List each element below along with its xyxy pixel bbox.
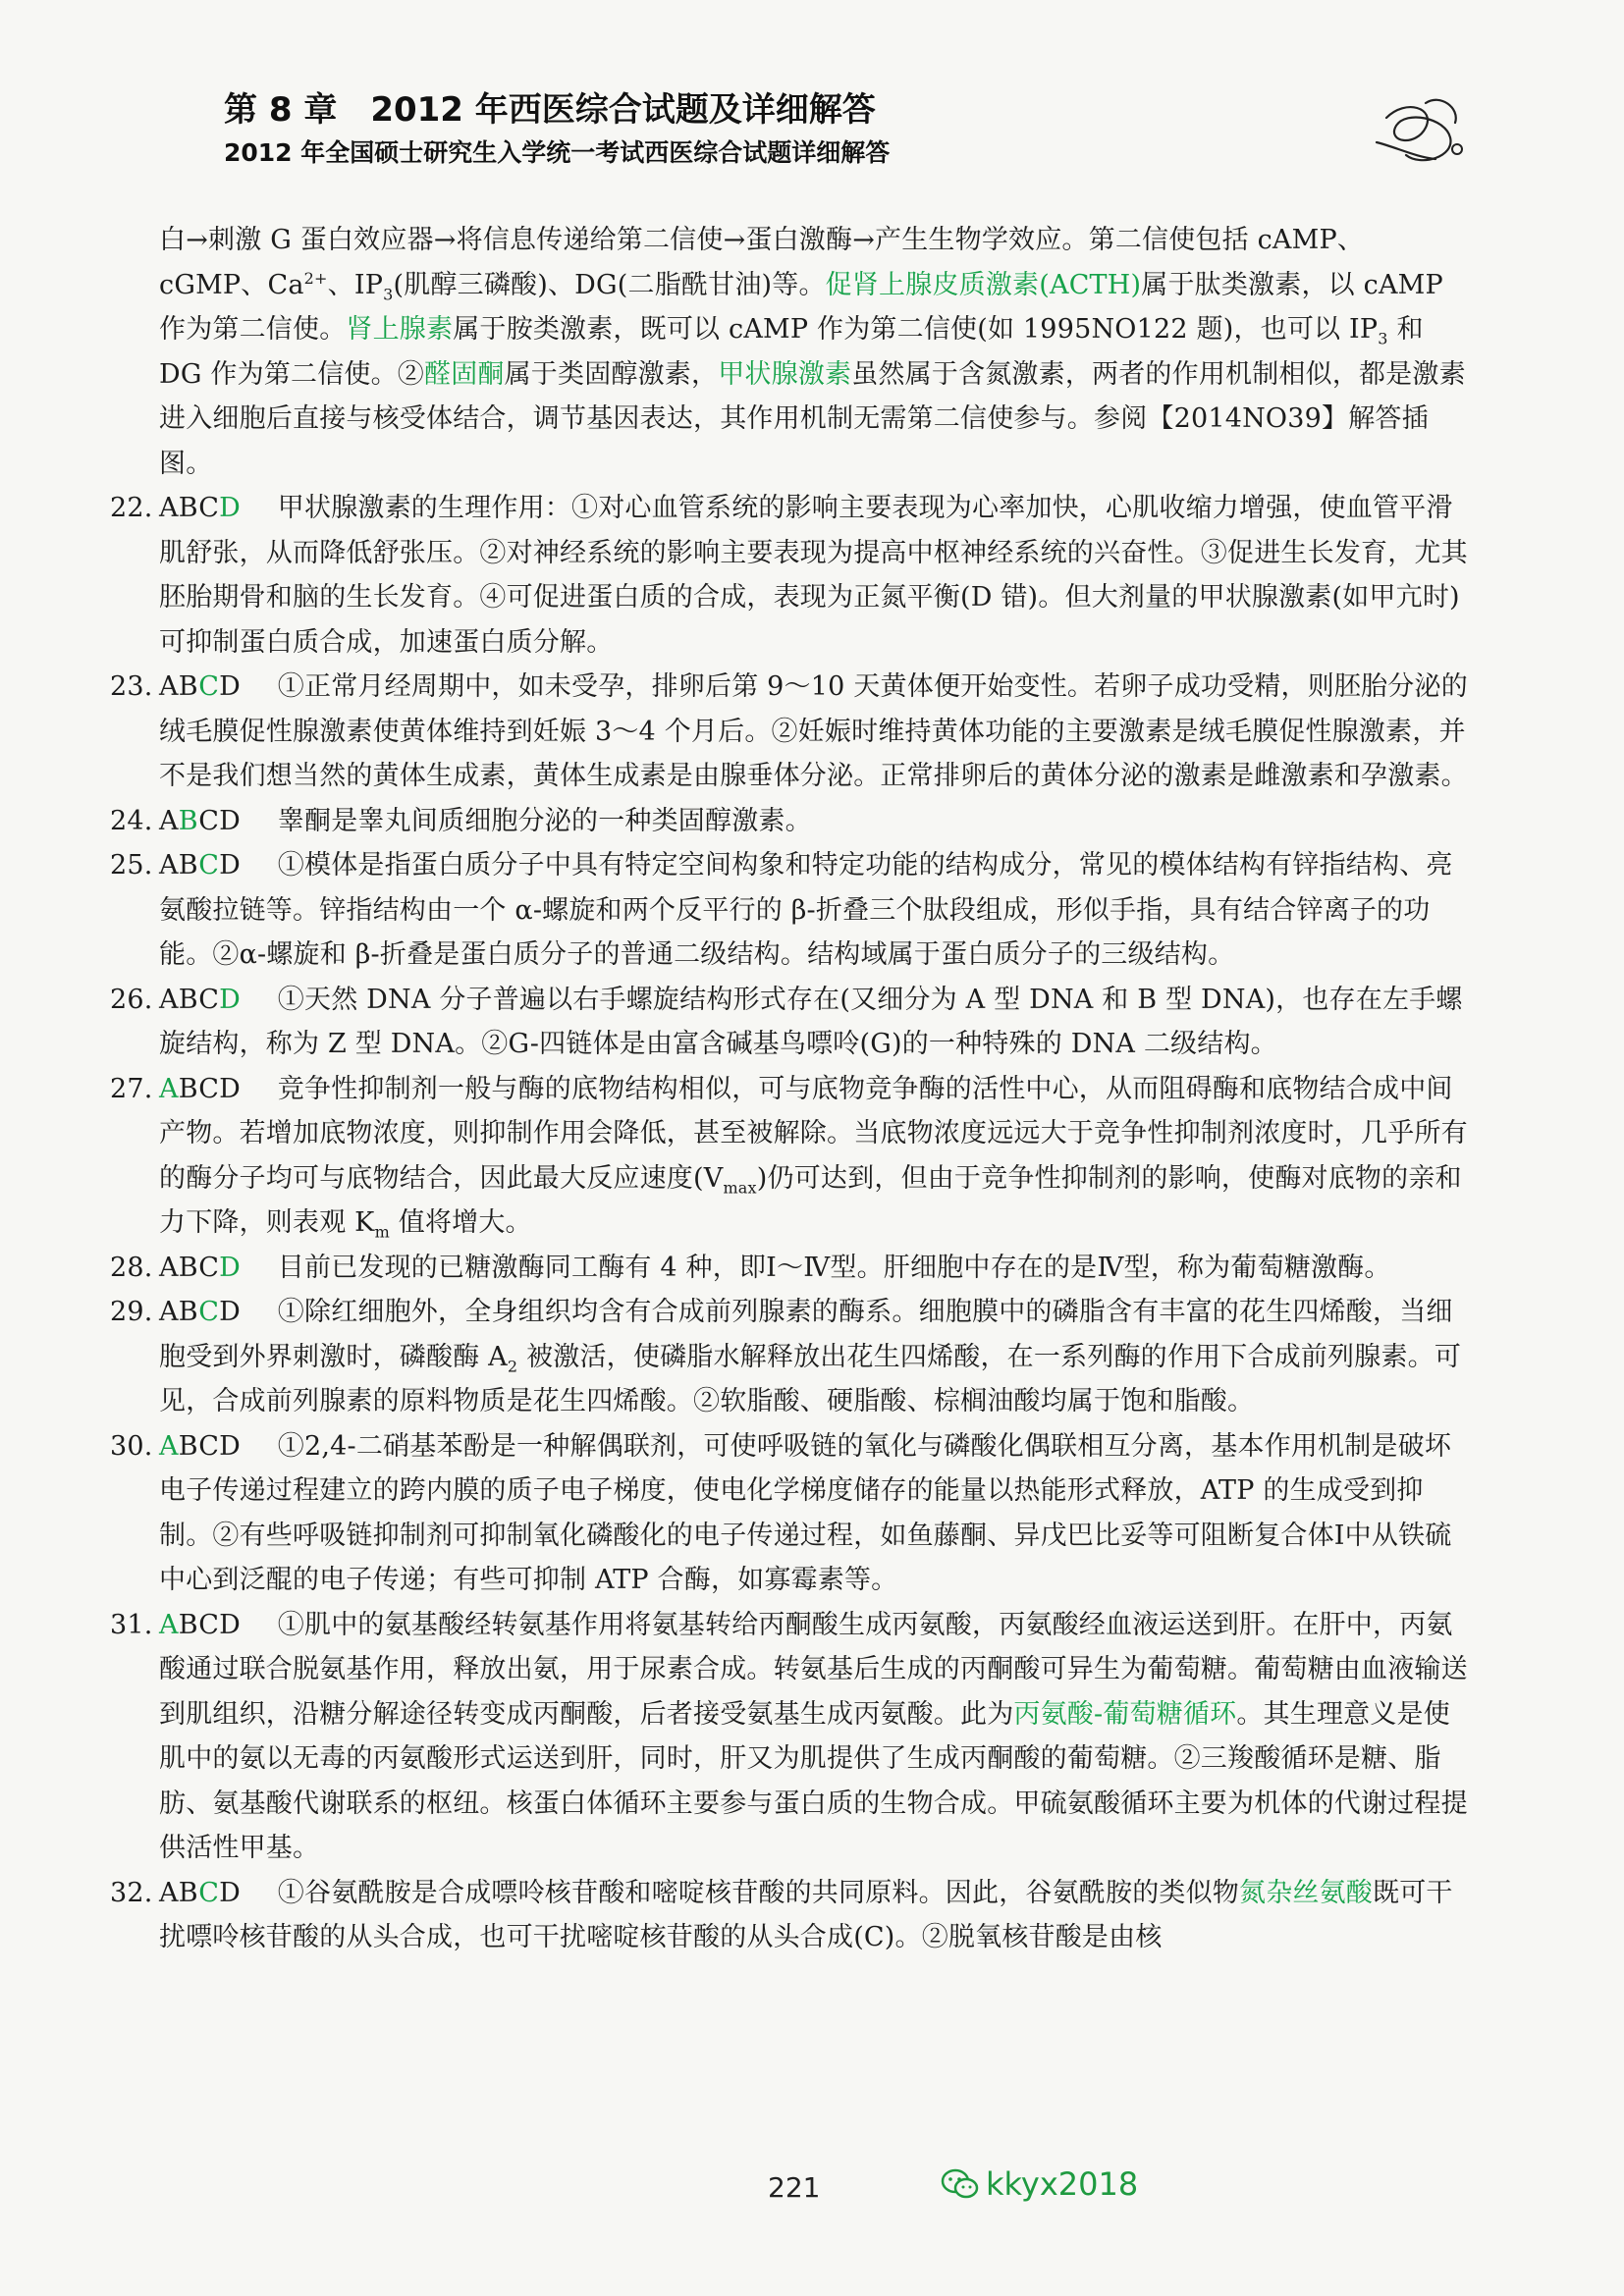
question-23: [110, 665, 1470, 799]
watermark: [941, 2165, 1138, 2203]
answer-letter-correct: B: [178, 805, 199, 836]
question-number: 31.: [110, 1609, 153, 1640]
question-explanation: 目前已发现的已糖激酶同工酶有 4 种，即Ⅰ～Ⅳ型。肝细胞中存在的是Ⅳ型，称为葡萄糖激酶。: [277, 1252, 1391, 1283]
highlight-term: 肾上腺素: [346, 314, 454, 345]
question-number: 23.: [110, 671, 153, 702]
text-span: 属于类固醇激素，: [504, 358, 719, 390]
answer-letter-correct: D: [219, 1252, 241, 1283]
answer-options: [159, 799, 261, 844]
question-explanation: )仍可达到，但由于竞争性抑制剂的影响，使酶对底物的亲和力下降，则表观 K: [159, 1162, 1462, 1238]
text-span: 和 DG 作为第二信使。②: [159, 314, 1424, 390]
answer-body: [110, 218, 1470, 1960]
subscript: 3: [1378, 329, 1388, 348]
question-31: [110, 1603, 1470, 1871]
question-explanation: 睾酮是睾丸间质细胞分泌的一种类固醇激素。: [277, 805, 812, 836]
subscript: m: [374, 1222, 390, 1242]
question-explanation: ①天然 DNA 分子普遍以右手螺旋结构形式存在(又细分为 A 型 DNA 和 B 型 DNA)，也存在左手螺旋结构，称为 Z 型 DNA。②G-四链体是由富含碱基鸟嘌呤(G)的一种特殊的 DNA 二级结构。: [159, 984, 1463, 1059]
answer-options: [159, 1603, 261, 1648]
answer-letters: AB: [159, 850, 199, 881]
question-explanation: ①2,4-二硝基苯酚是一种解偶联剂，可使呼吸链的氧化与磷酸化偶联相互分离，基本作用机制是破坏电子传递过程建立的跨内膜的质子电子梯度，使电化学梯度储存的能量以热能形式释放，ATP 的生成受到抑制。②有些呼吸链抑制剂可抑制氧化磷酸化的电子传递过程，如鱼藤酮、异戊巴比妥等可阻断复合体Ⅰ中从铁硫中心到泛醌的电子传递；有些可抑制 ATP 合酶，如寡霉素等。: [159, 1430, 1452, 1595]
text-span: 白→刺激 G 蛋白效应器→将信息传递给第二信使→蛋白激酶→产生生物学效应。第二信使包括 cAMP、cGMP、Ca: [159, 225, 1365, 300]
text-span: 、IP: [327, 269, 384, 300]
subscript: max: [723, 1177, 757, 1197]
answer-letter-correct: D: [219, 493, 241, 523]
chapter-title: 第 8 章 2012 年西医综合试题及详细解答: [224, 90, 876, 130]
question-27: [110, 1067, 1470, 1246]
question-22: [110, 486, 1470, 665]
text-span: 属于胺类激素，既可以 cAMP 作为第二信使(如 1995NO122 题)，也可以 IP: [453, 314, 1379, 345]
answer-options: [159, 978, 261, 1023]
question-number: 32.: [110, 1877, 153, 1908]
highlight-term: 丙氨酸-葡萄糖循环: [1013, 1698, 1237, 1730]
answer-letters: CD: [198, 805, 241, 836]
question-explanation: ①肌中的氨基酸经转氨基作用将氨基转给丙酮酸生成丙氨酸，丙氨酸经血液运送到肝。在肝中，丙氨酸通过联合脱氨基作用，释放出氨，用于尿素合成。转氨基后生成的丙酮酸可异生为葡萄糖。葡萄糖由血液输送到肌组织，沿糖分解途径转变成丙酮酸，后者接受氨基生成丙氨酸。此为: [159, 1609, 1468, 1730]
highlight-term: 促肾上腺皮质激素(ACTH): [825, 269, 1142, 300]
answer-letter-correct: A: [159, 1609, 179, 1640]
highlight-term: 氮杂丝氨酸: [1239, 1877, 1373, 1908]
question-24: [110, 799, 1470, 844]
question-number: 29.: [110, 1297, 153, 1327]
question-explanation: 竞争性抑制剂一般与酶的底物结构相似，可与底物竞争酶的活性中心，从而阻碍酶和底物结合成中间产物。若增加底物浓度，则抑制作用会降低，甚至被解除。当底物浓度远远大于竞争性抑制剂浓度时，几乎所有的酶分子均可与底物结合，因此最大反应速度(V: [159, 1073, 1468, 1194]
question-explanation: ①除红细胞外，全身组织均含有合成前列腺素的酶系。细胞膜中的磷脂含有丰富的花生四烯酸，当细胞受到外界刺激时，磷酸酶 A: [159, 1297, 1453, 1372]
superscript: 2+: [303, 268, 328, 288]
highlight-term: 醛固酮: [424, 358, 505, 390]
continuation-paragraph: [110, 218, 1470, 486]
highlight-term: 甲状腺激素: [718, 358, 852, 390]
answer-letters: ABC: [159, 1252, 220, 1283]
question-number: 28.: [110, 1252, 153, 1283]
question-explanation: 甲状腺激素的生理作用：①对心血管系统的影响主要表现为心率加快，心肌收缩力增强，使血管平滑肌舒张，从而降低舒张压。②对神经系统的影响主要表现为提高中枢神经系统的兴奋性。③促进生长发育，尤其胚胎期骨和脑的生长发育。④可促进蛋白质的合成，表现为正氮平衡(D 错)。但大剂量的甲状腺激素(如甲亢时)可抑制蛋白质合成，加速蛋白质分解。: [159, 493, 1468, 658]
question-26: [110, 978, 1470, 1067]
answer-letters: D: [219, 671, 241, 702]
question-explanation: 。其生理意义是使肌中的氨以无毒的丙氨酸形式运送到肝，同时，肝又为肌提供了生成丙酮酸的葡萄糖。②三羧酸循环是糖、脂肪、氨基酸代谢联系的枢纽。核蛋白体循环主要参与蛋白质的生物合成。甲硫氨酸循环主要为机体的代谢过程提供活性甲基。: [159, 1698, 1468, 1863]
question-29: [110, 1290, 1470, 1424]
watermark-text: kkyx2018: [986, 2165, 1139, 2203]
logo-scribble: [1367, 88, 1475, 177]
question-number: 22.: [110, 493, 153, 523]
answer-letters: D: [219, 1297, 241, 1327]
answer-options: [159, 1246, 261, 1291]
text-span: 虽然属于含氮激素，两者的作用机制相似，都是激素进入细胞后直接与核受体结合，调节基因表达，其作用机制无需第二信使参与。参阅【2014NO39】解答插图。: [159, 358, 1466, 479]
question-30: [110, 1424, 1470, 1603]
question-number: 26.: [110, 984, 153, 1015]
answer-letter-correct: C: [198, 671, 220, 702]
answer-letters: AB: [159, 1877, 199, 1908]
answer-options: [159, 843, 261, 888]
answer-letter-correct: C: [198, 850, 220, 881]
question-explanation: ①模体是指蛋白质分子中具有特定空间构象和特定功能的结构成分，常见的模体结构有锌指结构、亮氨酸拉链等。锌指结构由一个 α-螺旋和两个反平行的 β-折叠三个肽段组成，形似手指，具有结合锌离子的功能。②α-螺旋和 β-折叠是蛋白质分子的普通二级结构。结构域属于蛋白质分子的三级结构。: [159, 850, 1453, 970]
subscript: 2: [507, 1356, 518, 1375]
page-number: 221: [768, 2171, 821, 2204]
answer-letter-correct: C: [198, 1297, 220, 1327]
question-number: 30.: [110, 1430, 153, 1462]
answer-letters: ABC: [159, 493, 220, 523]
question-number: 27.: [110, 1073, 153, 1104]
answer-letter-correct: C: [198, 1877, 220, 1908]
question-number: 25.: [110, 850, 153, 881]
subtitle: 2012 年全国硕士研究生入学统一考试西医综合试题详细解答: [224, 138, 891, 167]
question-explanation: 值将增大。: [389, 1207, 532, 1238]
answer-letters: D: [219, 1877, 241, 1908]
question-explanation: 被激活，使磷脂水解释放出花生四烯酸，在一系列酶的作用下合成前列腺素。可见，合成前列腺素的原料物质是花生四烯酸。②软脂酸、硬脂酸、棕榈油酸均属于饱和脂酸。: [159, 1341, 1462, 1416]
wechat-icon: [941, 2167, 980, 2201]
answer-options: [159, 1424, 261, 1469]
answer-letters: AB: [159, 1297, 199, 1327]
answer-options: [159, 665, 261, 710]
question-explanation: ①谷氨酰胺是合成嘌呤核苷酸和嘧啶核苷酸的共同原料。因此，谷氨酰胺的类似物: [277, 1877, 1239, 1908]
question-25: [110, 843, 1470, 978]
text-span: 属于肽类激素，以 cAMP 作为第二信使。: [159, 269, 1443, 345]
answer-options: [159, 1067, 261, 1112]
answer-letters: BCD: [178, 1609, 241, 1640]
question-number: 24.: [110, 805, 153, 836]
text-span: (肌醇三磷酸)、DG(二脂酰甘油)等。: [393, 269, 826, 300]
question-28: [110, 1246, 1470, 1291]
answer-options: [159, 1871, 261, 1916]
subscript: 3: [383, 284, 394, 303]
answer-letters: A: [159, 805, 179, 836]
answer-options: [159, 1290, 261, 1335]
answer-letters: AB: [159, 671, 199, 702]
question-explanation: 既可干扰嘌呤核苷酸的从头合成，也可干扰嘧啶核苷酸的从头合成(C)。②脱氧核苷酸是由核: [159, 1877, 1453, 1952]
answer-options: [159, 486, 261, 531]
answer-letter-correct: A: [159, 1073, 179, 1104]
answer-letters: D: [219, 850, 241, 881]
answer-letters: BCD: [178, 1430, 241, 1462]
question-32: [110, 1871, 1470, 1960]
answer-letters: BCD: [178, 1073, 241, 1104]
answer-letter-correct: A: [159, 1430, 179, 1462]
answer-letters: ABC: [159, 984, 220, 1015]
answer-letter-correct: D: [219, 984, 241, 1015]
question-explanation: ①正常月经周期中，如未受孕，排卵后第 9～10 天黄体便开始变性。若卵子成功受精，则胚胎分泌的绒毛膜促性腺激素使黄体维持到妊娠 3～4 个月后。②妊娠时维持黄体功能的主要激素是绒毛膜促性腺激素，并不是我们想当然的黄体生成素，黄体生成素是由腺垂体分泌。正常排卵后的黄体分泌的激素是雌激素和孕激素。: [159, 671, 1468, 791]
